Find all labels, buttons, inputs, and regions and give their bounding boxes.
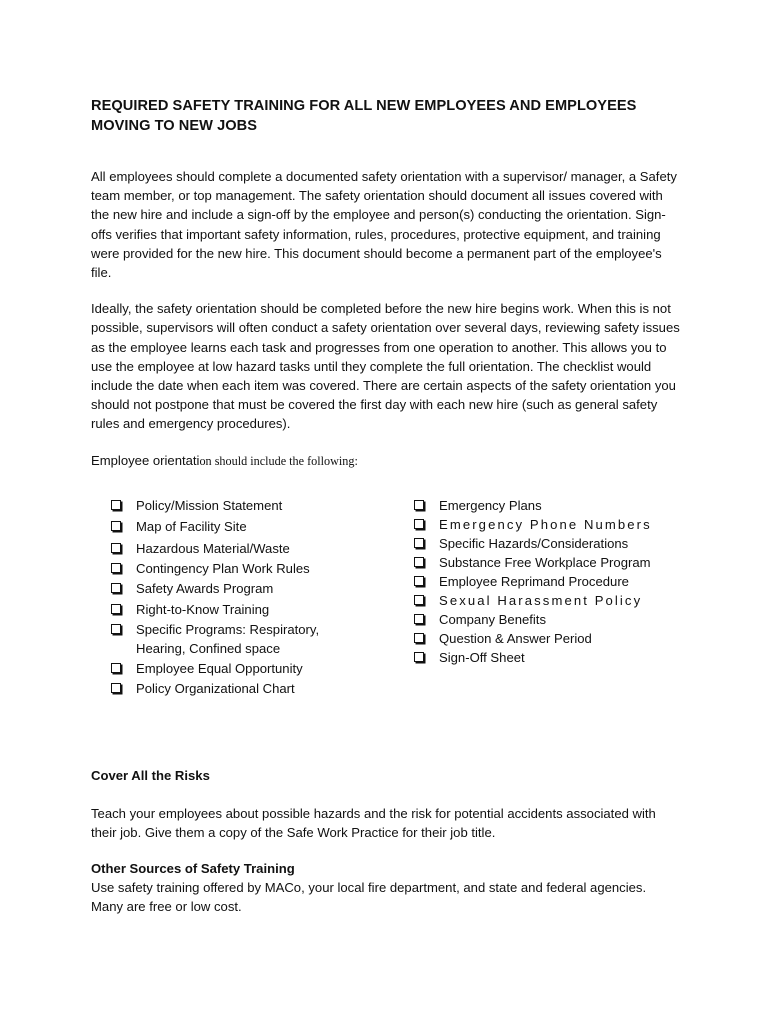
section-heading-other-sources: Other Sources of Safety Training <box>91 861 295 877</box>
document-page <box>91 96 681 916</box>
checklist-item-label: Hazardous Material/Waste <box>136 540 290 556</box>
document-title: REQUIRED SAFETY TRAINING FOR ALL NEW EMPLOYEES AND EMPLOYEES MOVING TO NEW JOBS <box>91 98 637 134</box>
checklist-item <box>414 629 684 648</box>
checklist-item-label: Employee Equal Opportunity <box>136 661 303 677</box>
checklist-item-label: Employee Reprimand Procedure <box>439 573 629 589</box>
checklist-item <box>414 610 684 629</box>
checklist-item-label: Specific Programs: Respiratory, Hearing, Confined space <box>136 621 320 656</box>
checklist-item <box>111 539 361 558</box>
checklist-item <box>111 679 361 698</box>
checklist-item <box>414 515 684 534</box>
checklist-intro-end: on should include the following: <box>199 453 358 468</box>
checklist-item <box>414 496 684 515</box>
section-text-risks: Teach your employees about possible hazards and the risk for potential accidents associated with their job. Give them a copy of the Safe Work Practice for their job title. <box>91 805 656 840</box>
checklist-item <box>111 620 336 658</box>
checklist-item-label: Specific Hazards/Considerations <box>439 535 629 551</box>
checklist-right-column <box>414 496 684 667</box>
checklist-item-label: Contingency Plan Work Rules <box>136 560 310 576</box>
checkbox-icon <box>414 500 424 510</box>
checkbox-icon <box>111 500 121 510</box>
checkbox-icon <box>414 538 424 548</box>
checklist-item-label: Sign-Off Sheet <box>439 649 525 665</box>
checklist-intro-start: Employee orientati <box>91 452 200 468</box>
checklist-item-label: Policy Organizational Chart <box>136 681 295 697</box>
checkbox-icon <box>111 663 121 673</box>
checklist-item-label: Right-to-Know Training <box>136 601 270 617</box>
checklist-item-label: Sexual Harassment Policy <box>439 592 643 608</box>
checklist-item <box>414 534 684 553</box>
checkbox-icon <box>111 563 121 573</box>
checklist-item-label: Policy/Mission Statement <box>136 497 283 513</box>
checklist-item <box>111 559 361 578</box>
checklist-item <box>414 648 684 667</box>
checkbox-icon <box>111 521 121 531</box>
checklist-intro <box>91 451 681 471</box>
checklist-item <box>111 659 361 678</box>
checklist-item-label: Emergency Plans <box>439 497 542 513</box>
checkbox-icon <box>414 595 424 605</box>
checkbox-icon <box>111 624 121 634</box>
checklist-item <box>111 600 361 619</box>
checklist-item <box>111 496 361 515</box>
timing-paragraph: Ideally, the safety orientation should be completed before the new hire begins work. When this is not possible, supervisors will often conduct a safety orientation over several days, reviewing safety issues as the employee learns each task and progresses from one operation to another. This allows you to use the employee at low hazard tasks until they complete the full orientation. The checklist would include the date when each item was covered. There are certain aspects of the safety orientation you should not postpone that must be covered the first day with each new hire (such as general safety rules and emergency procedures). <box>91 301 680 432</box>
checklist-item-label: Substance Free Workplace Program <box>439 554 651 570</box>
checklist-item <box>111 579 361 598</box>
checklist-item-label: Map of Facility Site <box>136 519 247 535</box>
section-heading-risks: Cover All the Risks <box>91 767 210 783</box>
checklist-item-label: Question & Answer Period <box>439 630 592 646</box>
orientation-paragraph: All employees should complete a documented safety orientation with a supervisor/ manager, a Safety team member, or top management. The safety orientation should document all issues covered with the new hire and include a sign-off by the employee and person(s) conducting the orientation. Sign-offs verifies that important safety information, rules, procedures, protective equipment, and training were provided for the new hire. This document should become a permanent part of the employee's file. <box>91 169 677 281</box>
checklist-left-column <box>111 496 361 700</box>
checklist-item <box>414 591 684 610</box>
checkbox-icon <box>414 633 424 643</box>
checklist-item <box>414 553 684 572</box>
checkbox-icon <box>414 576 424 586</box>
checklist-item <box>414 572 684 591</box>
checkbox-icon <box>414 652 424 662</box>
checkbox-icon <box>111 583 121 593</box>
checkbox-icon <box>111 543 121 553</box>
checkbox-icon <box>111 604 121 614</box>
checklist-item-label: Safety Awards Program <box>136 581 274 597</box>
orientation-checklist <box>111 496 681 716</box>
checkbox-icon <box>111 683 121 693</box>
section-text-other-sources: Use safety training offered by MACo, your local fire department, and state and federal agencies. Many are free or low cost. <box>91 880 647 915</box>
checkbox-icon <box>414 614 424 624</box>
checklist-item-label: Emergency Phone Numbers <box>439 516 652 532</box>
checklist-item <box>111 517 361 536</box>
checkbox-icon <box>414 557 424 567</box>
checkbox-icon <box>414 519 424 529</box>
checklist-item-label: Company Benefits <box>439 611 546 627</box>
